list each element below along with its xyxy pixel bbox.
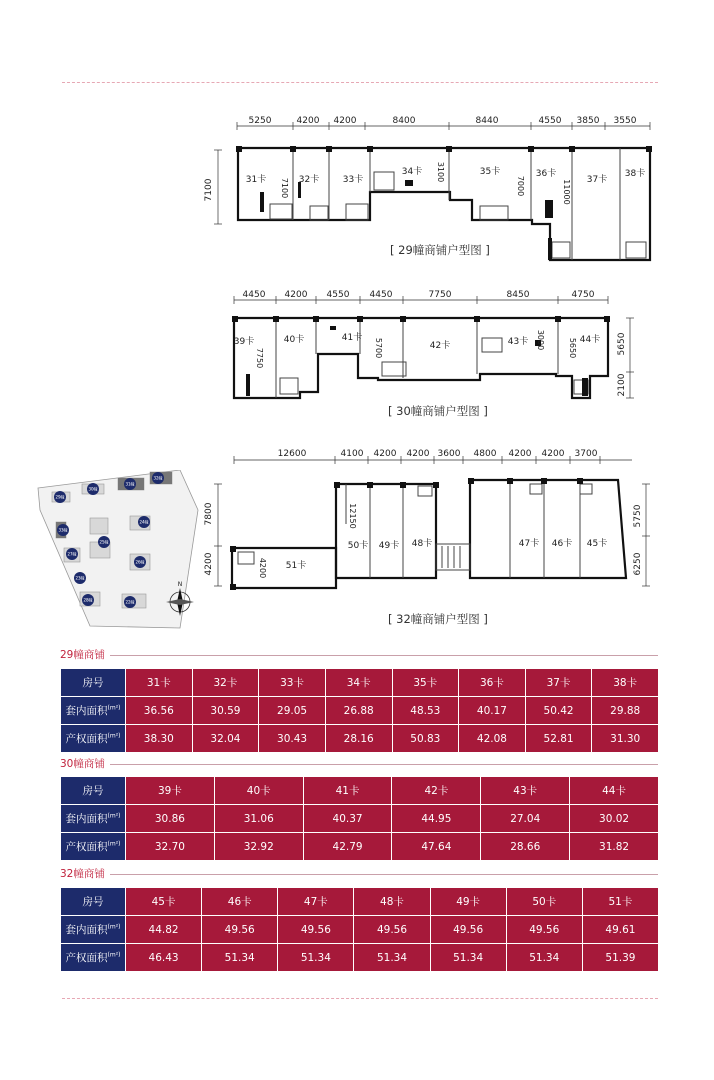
table-cell: 51.34 bbox=[430, 944, 506, 972]
dim30-top-2: 4200 bbox=[284, 290, 308, 300]
svg-text:25幢: 25幢 bbox=[99, 539, 109, 545]
svg-text:24幢: 24幢 bbox=[139, 519, 149, 525]
dim-top-5: 8440 bbox=[475, 116, 499, 126]
bottom-dashed-divider bbox=[62, 998, 658, 999]
table-cell: 30.43 bbox=[259, 725, 326, 753]
row-header: 套内面积$^{(m^2)}$ bbox=[61, 916, 126, 944]
inner30-dim-4: 5650 bbox=[568, 337, 577, 359]
table-cell: 30.02 bbox=[570, 805, 659, 833]
table-row bbox=[61, 833, 659, 861]
dim-top-8: 3550 bbox=[613, 116, 637, 126]
dim-top-1: 5250 bbox=[248, 116, 272, 126]
table-cell: 49.61 bbox=[582, 916, 658, 944]
inner-dim-1: 7100 bbox=[280, 177, 289, 199]
row-header: 产权面积$^{(m^2)}$ bbox=[61, 944, 126, 972]
table-cell: 30.59 bbox=[192, 697, 259, 725]
row-header: 套内面积$^{(m^2)}$ bbox=[61, 805, 126, 833]
dim32-right-2: 6250 bbox=[633, 552, 643, 576]
svg-text:30幢: 30幢 bbox=[88, 486, 98, 492]
top-dashed-divider bbox=[62, 82, 658, 83]
table-cell: 49.56 bbox=[506, 916, 582, 944]
table-cell: 51.34 bbox=[506, 944, 582, 972]
table-cell: 42.08 bbox=[459, 725, 526, 753]
unit-40: 40卡 bbox=[283, 335, 305, 345]
table-cell: 51.34 bbox=[202, 944, 278, 972]
dim32-top-2: 4100 bbox=[340, 449, 364, 459]
dim32-top-4: 4200 bbox=[406, 449, 430, 459]
dim32-top-5: 3600 bbox=[437, 449, 461, 459]
table-cell: 38.30 bbox=[126, 725, 193, 753]
plan-title-32: [ 32幢商铺户型图 ] bbox=[388, 612, 488, 626]
unit-33: 33卡 bbox=[342, 175, 364, 185]
table-cell: 48卡 bbox=[354, 888, 430, 916]
table-cell: 50卡 bbox=[506, 888, 582, 916]
dim32-top-3: 4200 bbox=[373, 449, 397, 459]
unit-41: 41卡 bbox=[341, 333, 363, 343]
table-cell: 31.82 bbox=[570, 833, 659, 861]
table-row bbox=[61, 805, 659, 833]
table-cell: 27.04 bbox=[481, 805, 570, 833]
dim32-right-1: 5750 bbox=[633, 504, 643, 528]
section-title-30: 30幢商铺 bbox=[60, 758, 105, 770]
table-row bbox=[61, 669, 659, 697]
dim30-top-3: 4550 bbox=[326, 290, 350, 300]
table-cell: 41卡 bbox=[303, 777, 392, 805]
unit-35: 35卡 bbox=[479, 167, 501, 177]
table-cell: 46.43 bbox=[126, 944, 202, 972]
section-rule-30 bbox=[110, 764, 658, 765]
table-cell: 39卡 bbox=[126, 777, 215, 805]
table-cell: 40.17 bbox=[459, 697, 526, 725]
inner-dim-3: 7000 bbox=[516, 175, 525, 197]
unit-44: 44卡 bbox=[579, 335, 601, 345]
spec-table-29 bbox=[60, 668, 659, 753]
unit-45: 45卡 bbox=[586, 539, 608, 549]
table-cell: 49卡 bbox=[430, 888, 506, 916]
dim32-top-8: 4200 bbox=[541, 449, 565, 459]
dim30-top-7: 4750 bbox=[571, 290, 595, 300]
table-row bbox=[61, 697, 659, 725]
table-row bbox=[61, 916, 659, 944]
dim32-top-6: 4800 bbox=[473, 449, 497, 459]
table-cell: 44.95 bbox=[392, 805, 481, 833]
plan-title-29: [ 29幢商铺户型图 ] bbox=[390, 243, 490, 257]
table-cell: 36.56 bbox=[126, 697, 193, 725]
unit-38: 38卡 bbox=[624, 169, 646, 179]
table-row bbox=[61, 944, 659, 972]
table-cell: 38卡 bbox=[592, 669, 659, 697]
table-cell: 51.39 bbox=[582, 944, 658, 972]
table-cell: 37卡 bbox=[525, 669, 592, 697]
table-cell: 40.37 bbox=[303, 805, 392, 833]
table-cell: 51卡 bbox=[582, 888, 658, 916]
unit-32: 32卡 bbox=[298, 175, 320, 185]
table-row bbox=[61, 888, 659, 916]
section-title-32: 32幢商铺 bbox=[60, 868, 105, 880]
inner30-dim-1: 7750 bbox=[255, 347, 264, 369]
table-cell: 31卡 bbox=[126, 669, 193, 697]
table-cell: 50.83 bbox=[392, 725, 459, 753]
dim30-right-1: 5650 bbox=[617, 332, 627, 356]
unit-48: 48卡 bbox=[411, 539, 433, 549]
svg-text:N: N bbox=[177, 581, 183, 588]
row-header: 产权面积$^{(m^2)}$ bbox=[61, 725, 126, 753]
svg-text:26幢: 26幢 bbox=[135, 559, 145, 565]
table-cell: 34卡 bbox=[325, 669, 392, 697]
table-cell: 30.86 bbox=[126, 805, 215, 833]
table-cell: 36卡 bbox=[459, 669, 526, 697]
table-cell: 32.04 bbox=[192, 725, 259, 753]
dim32-left-1: 7800 bbox=[204, 502, 214, 526]
dim32-left-2: 4200 bbox=[204, 552, 214, 576]
spec-table-32 bbox=[60, 887, 659, 972]
table-cell: 51.34 bbox=[278, 944, 354, 972]
section-title-29: 29幢商铺 bbox=[60, 649, 105, 661]
dim-top-4: 8400 bbox=[392, 116, 416, 126]
svg-text:32幢: 32幢 bbox=[153, 475, 163, 481]
table-cell: 42.79 bbox=[303, 833, 392, 861]
inner-dim-4: 11000 bbox=[562, 179, 571, 205]
table-cell: 46卡 bbox=[202, 888, 278, 916]
table-cell: 28.16 bbox=[325, 725, 392, 753]
unit-31: 31卡 bbox=[245, 175, 267, 185]
dim-left-1: 7100 bbox=[204, 178, 214, 202]
table-row bbox=[61, 777, 659, 805]
dim-top-3: 4200 bbox=[333, 116, 357, 126]
dim-top-6: 4550 bbox=[538, 116, 562, 126]
dim30-right-2: 2100 bbox=[617, 373, 627, 397]
table-cell: 48.53 bbox=[392, 697, 459, 725]
floor-plan-32 bbox=[200, 444, 670, 594]
svg-text:22幢: 22幢 bbox=[125, 599, 135, 605]
dim30-top-1: 4450 bbox=[242, 290, 266, 300]
unit-37: 37卡 bbox=[586, 175, 608, 185]
table-cell: 29.88 bbox=[592, 697, 659, 725]
unit-42: 42卡 bbox=[429, 341, 451, 351]
row-header: 房号 bbox=[61, 669, 126, 697]
dim-top-2: 4200 bbox=[296, 116, 320, 126]
table-cell: 28.66 bbox=[481, 833, 570, 861]
table-cell: 33卡 bbox=[259, 669, 326, 697]
table-cell: 32.70 bbox=[126, 833, 215, 861]
dim32-top-9: 3700 bbox=[574, 449, 598, 459]
spec-table-30 bbox=[60, 776, 659, 861]
table-cell: 44.82 bbox=[126, 916, 202, 944]
dim-top-7: 3850 bbox=[576, 116, 600, 126]
svg-text:33幢: 33幢 bbox=[58, 527, 68, 533]
svg-text:29幢: 29幢 bbox=[55, 494, 65, 500]
table-cell: 49.56 bbox=[278, 916, 354, 944]
svg-text:23幢: 23幢 bbox=[75, 575, 85, 581]
table-cell: 31.06 bbox=[214, 805, 303, 833]
svg-text:27幢: 27幢 bbox=[67, 551, 77, 557]
svg-text:31幢: 31幢 bbox=[125, 481, 135, 487]
inner30-dim-3: 3000 bbox=[536, 329, 545, 351]
dim30-top-4: 4450 bbox=[369, 290, 393, 300]
unit-39: 39卡 bbox=[233, 337, 255, 347]
table-cell: 47.64 bbox=[392, 833, 481, 861]
dim30-top-6: 8450 bbox=[506, 290, 530, 300]
unit-43: 43卡 bbox=[507, 337, 529, 347]
floor-plan-30 bbox=[200, 286, 640, 406]
table-cell: 26.88 bbox=[325, 697, 392, 725]
unit-34: 34卡 bbox=[401, 167, 423, 177]
section-rule-29 bbox=[110, 655, 658, 656]
unit-50: 50卡 bbox=[347, 541, 369, 551]
unit-51: 51卡 bbox=[285, 561, 307, 571]
dim30-top-5: 7750 bbox=[428, 290, 452, 300]
inner-dim-2: 3100 bbox=[436, 161, 445, 183]
unit-46: 46卡 bbox=[551, 539, 573, 549]
row-header: 产权面积$^{(m^2)}$ bbox=[61, 833, 126, 861]
unit-47: 47卡 bbox=[518, 539, 540, 549]
table-row bbox=[61, 725, 659, 753]
row-header: 房号 bbox=[61, 777, 126, 805]
table-cell: 49.56 bbox=[430, 916, 506, 944]
section-rule-32 bbox=[110, 874, 658, 875]
plan-title-30: [ 30幢商铺户型图 ] bbox=[388, 404, 488, 418]
table-cell: 49.56 bbox=[202, 916, 278, 944]
svg-text:28幢: 28幢 bbox=[83, 597, 93, 603]
table-cell: 35卡 bbox=[392, 669, 459, 697]
table-cell: 42卡 bbox=[392, 777, 481, 805]
row-header: 套内面积$^{(m^2)}$ bbox=[61, 697, 126, 725]
dim32-top-1: 12600 bbox=[277, 449, 307, 459]
inner30-dim-2: 5700 bbox=[374, 337, 383, 359]
table-cell: 43卡 bbox=[481, 777, 570, 805]
site-map bbox=[30, 470, 205, 635]
inner32-dim-1: 12150 bbox=[348, 503, 357, 529]
table-cell: 32卡 bbox=[192, 669, 259, 697]
inner32-dim-2: 4200 bbox=[258, 557, 267, 579]
table-cell: 52.81 bbox=[525, 725, 592, 753]
unit-36: 36卡 bbox=[535, 169, 557, 179]
table-cell: 32.92 bbox=[214, 833, 303, 861]
table-cell: 45卡 bbox=[126, 888, 202, 916]
table-cell: 44卡 bbox=[570, 777, 659, 805]
table-cell: 47卡 bbox=[278, 888, 354, 916]
unit-49: 49卡 bbox=[378, 541, 400, 551]
table-cell: 49.56 bbox=[354, 916, 430, 944]
table-cell: 31.30 bbox=[592, 725, 659, 753]
table-cell: 50.42 bbox=[525, 697, 592, 725]
row-header: 房号 bbox=[61, 888, 126, 916]
table-cell: 51.34 bbox=[354, 944, 430, 972]
table-cell: 40卡 bbox=[214, 777, 303, 805]
table-cell: 29.05 bbox=[259, 697, 326, 725]
dim32-top-7: 4200 bbox=[508, 449, 532, 459]
